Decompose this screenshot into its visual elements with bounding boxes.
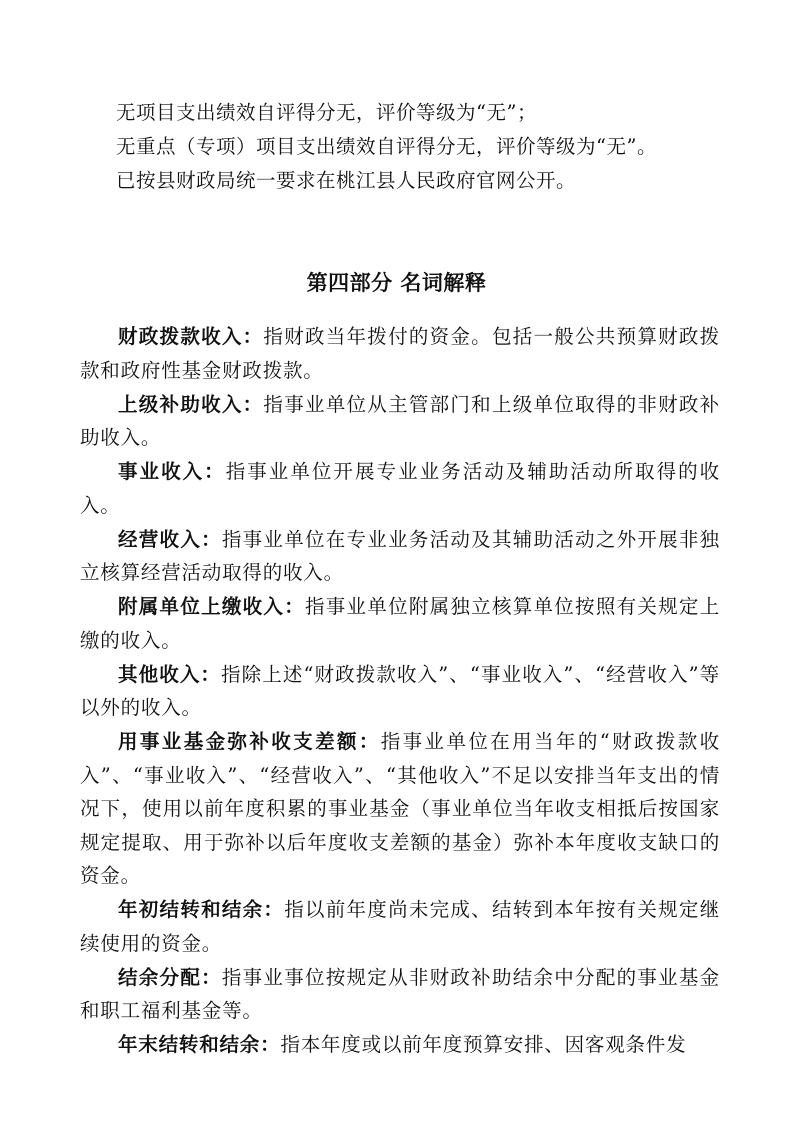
glossary-item [80, 893, 720, 960]
term-name: 用事业基金弥补收支差额： [118, 730, 381, 753]
glossary [80, 320, 720, 1062]
term-name: 财政拨款收入： [118, 325, 264, 348]
glossary-item [80, 388, 720, 455]
glossary-item [80, 961, 720, 1028]
term-definition: 指财政当年拨付的资金。包括一般公共预算财政拨款和政府性基金财政拨款。 [80, 325, 720, 382]
term-name: 结余分配： [118, 965, 222, 989]
term-name: 事业收入： [118, 460, 226, 483]
term-name: 其他收入： [118, 662, 222, 686]
term-definition: 指除上述“财政拨款收入”、“事业收入”、“经营收入”等以外的收入。 [80, 662, 720, 719]
term-definition: 指以前年度尚未完成、结转到本年按有关规定继续使用的资金。 [80, 898, 720, 955]
intro-line-key-project: 无重点（专项）项目支出绩效自评得分无，评价等级为“无”。 [116, 135, 657, 158]
term-definition: 指事业单位附属独立核算单位按照有关规定上缴的收入。 [80, 595, 720, 652]
glossary-item [80, 1028, 720, 1062]
term-definition: 指事业单位从主管部门和上级单位取得的非财政补助收入。 [80, 392, 720, 449]
term-name: 经营收入： [118, 527, 222, 551]
glossary-item [80, 320, 720, 387]
term-definition: 指事业单位在专业业务活动及其辅助活动之外开展非独立核算经营活动取得的收入。 [80, 527, 720, 584]
glossary-item [80, 725, 720, 893]
glossary-item [80, 590, 720, 657]
term-name: 年初结转和结余： [118, 898, 285, 921]
intro-line-performance: 无项目支出绩效自评得分无，评价等级为“无”； [116, 101, 537, 124]
term-name: 附属单位上缴收入： [118, 595, 305, 618]
glossary-item [80, 658, 720, 725]
term-definition: 指本年度或以前年度预算安排、因客观条件发 [280, 1033, 687, 1056]
glossary-item [80, 455, 720, 522]
term-definition: 指事业单位开展专业业务活动及辅助活动所取得的收入。 [80, 460, 720, 517]
term-name: 年末结转和结余： [118, 1033, 281, 1056]
intro-line-disclosure: 已按县财政局统一要求在桃江县人民政府官网公开。 [116, 169, 577, 192]
term-definition: 指事业事位按规定从非财政补助结余中分配的事业基金和职工福利基金等。 [80, 965, 720, 1022]
section-title: 第四部分 名词解释 [306, 271, 487, 295]
intro-block [116, 96, 736, 198]
term-definition: 指事业单位在用当年的“财政拨款收入”、“事业收入”、“经营收入”、“其他收入”不足以安排当年支出的情况下，使用以前年度积累的事业基金（事业单位当年收支相抵后按国家规定提取、用于弥补以后年度收支差额的基金）弥补本年度收支缺口的资金。 [80, 730, 720, 887]
term-name: 上级补助收入： [118, 392, 264, 416]
glossary-item [80, 523, 720, 590]
